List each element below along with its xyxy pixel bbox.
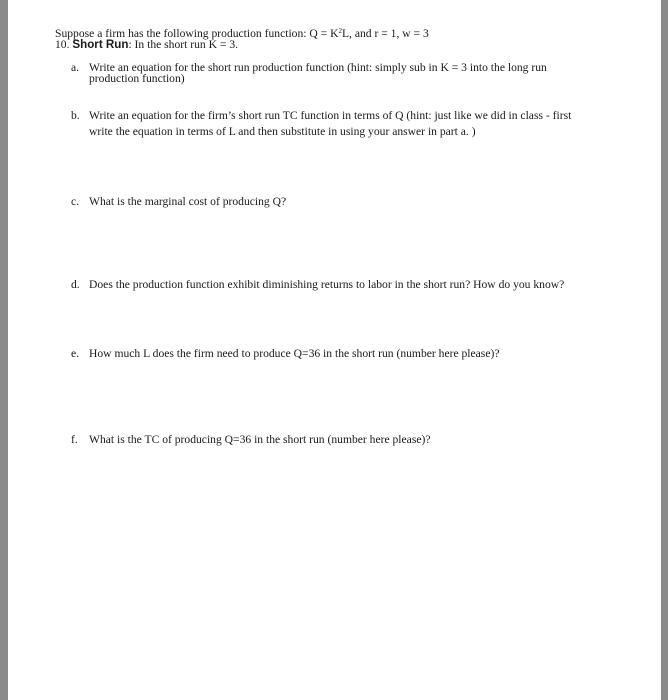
document-page [8, 0, 661, 700]
question-b-letter: b. [71, 109, 80, 122]
question-b-line-1: Write an equation for the firm’s short run TC function in terms of Q (hint: just like we did in class - first [89, 109, 572, 122]
short-run-description: : In the short run K = 3. [128, 38, 239, 51]
question-e-line-1: How much L does the firm need to produce Q=36 in the short run (number here please)? [89, 347, 500, 360]
question-c-line-1: What is the marginal cost of producing Q? [89, 195, 287, 208]
question-c-letter: c. [71, 195, 80, 208]
problem-number: 10. [55, 38, 70, 51]
viewer-left-edge [0, 0, 8, 700]
problem-heading [55, 39, 238, 51]
short-run-heading: Short Run [72, 38, 129, 51]
question-f-line-1: What is the TC of producing Q=36 in the short run (number here please)? [89, 433, 431, 446]
intro-exponent: 2 [338, 27, 342, 35]
question-a-line-2: production function) [89, 72, 185, 85]
question-f-letter: f. [71, 433, 78, 446]
viewer-right-edge [661, 0, 668, 700]
question-a-letter: a. [71, 61, 80, 74]
question-d-line-1: Does the production function exhibit diminishing returns to labor in the short run? How do you know? [89, 278, 565, 291]
question-e-letter: e. [71, 347, 80, 360]
intro-prefix: Suppose a firm has the following production function: Q = K [55, 27, 339, 40]
question-d-letter: d. [71, 278, 80, 291]
intro-suffix: L, and r = 1, w = 3 [341, 27, 429, 40]
question-a-line-1: Write an equation for the short run production function (hint: simply sub in K = 3 into the long run [89, 61, 547, 74]
question-b-line-2: write the equation in terms of L and then substitute in using your answer in part a. ) [89, 125, 476, 138]
